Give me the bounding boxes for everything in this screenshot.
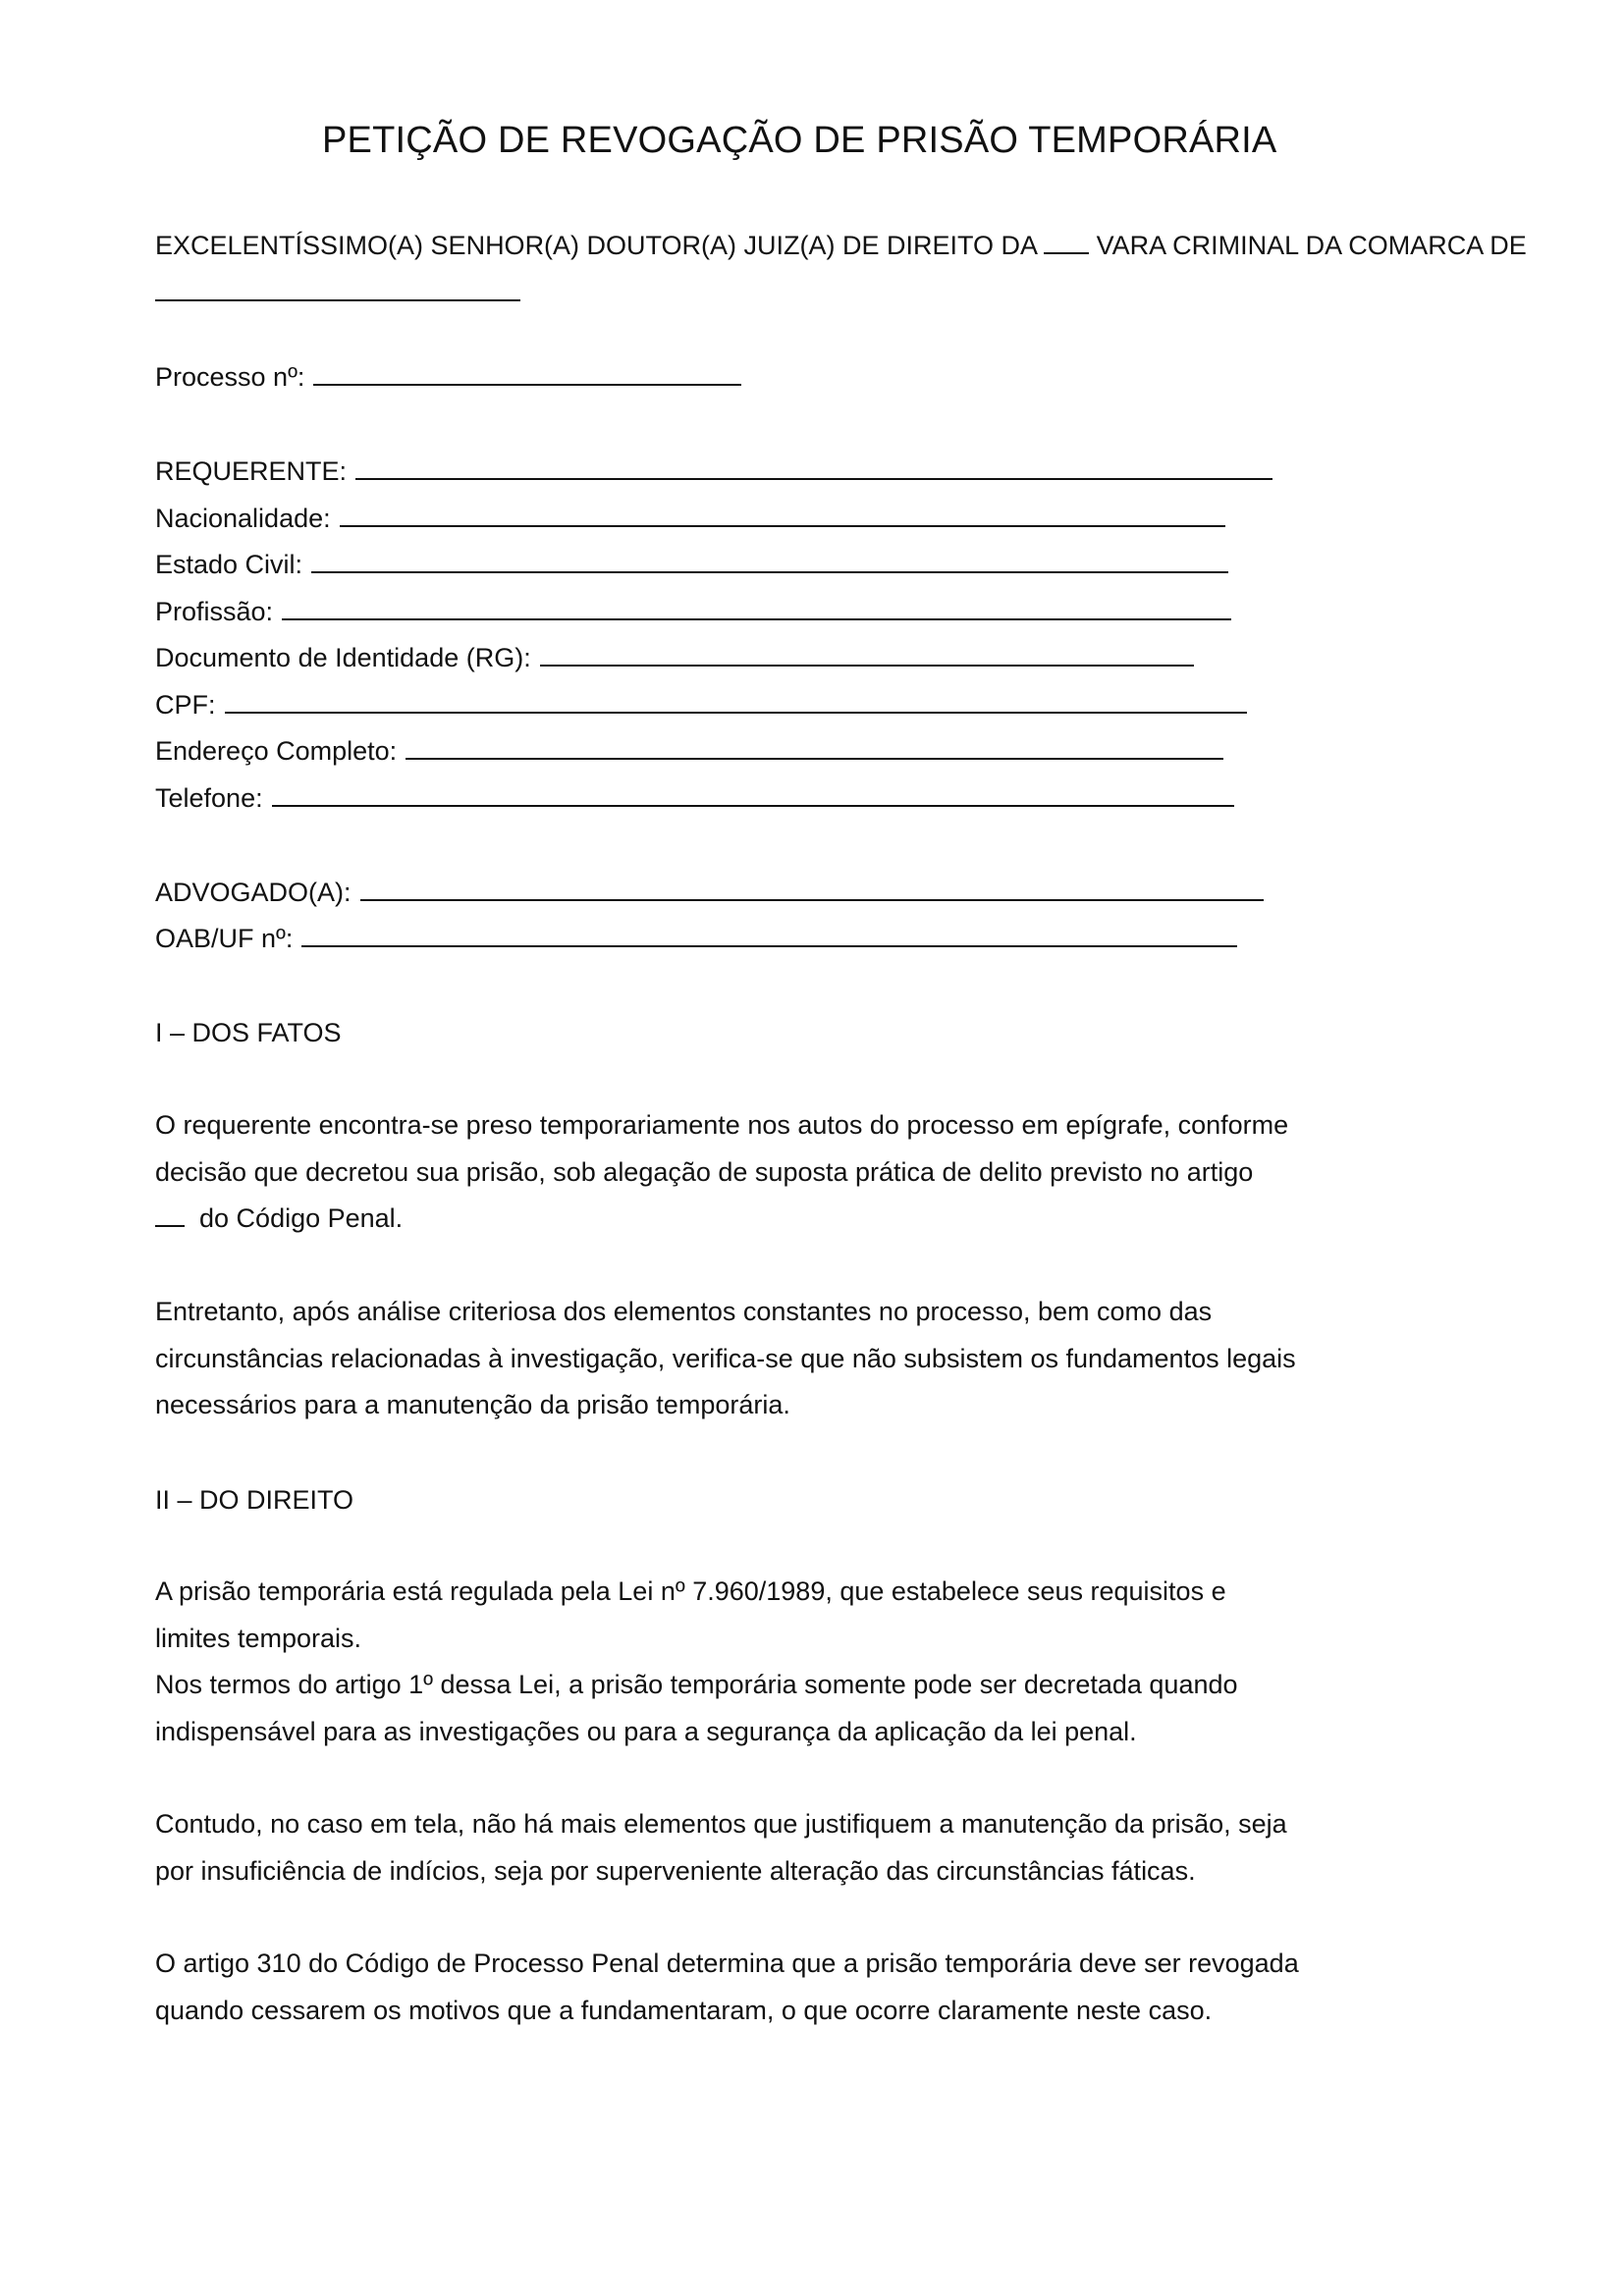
paragraph-line: circunstâncias relacionadas à investigação, verifica-se que não subsistem os fundamentos legais	[155, 1343, 1296, 1373]
endereco-blank[interactable]	[406, 738, 1223, 760]
profissao-blank[interactable]	[282, 599, 1231, 620]
vara-number-blank[interactable]	[1044, 233, 1089, 254]
section-heading-direito: II – DO DIREITO	[155, 1485, 354, 1515]
fatos-paragraph-2	[155, 1289, 1363, 1429]
oab-blank[interactable]	[301, 926, 1237, 947]
paragraph-line: decisão que decretou sua prisão, sob alegação de suposta prática de delito previsto no artigo	[155, 1156, 1254, 1187]
court-address-line-1	[155, 222, 1527, 269]
profissao-line	[155, 594, 1231, 629]
advogado-line	[155, 875, 1264, 910]
rg-label: Documento de Identidade (RG):	[155, 643, 531, 672]
paragraph-line: O requerente encontra-se preso temporariamente nos autos do processo em epígrafe, conforme	[155, 1110, 1289, 1140]
oab-label: OAB/UF nº:	[155, 924, 294, 953]
court-address-prefix: EXCELENTÍSSIMO(A) SENHOR(A) DOUTOR(A) JUIZ(A) DE DIREITO DA	[155, 231, 1037, 260]
paragraph-line	[155, 1196, 1363, 1243]
paragraph-line: O artigo 310 do Código de Processo Penal determina que a prisão temporária deve ser revogada	[155, 1949, 1299, 1978]
paragraph-text: do Código Penal.	[199, 1203, 404, 1233]
comarca-name-blank[interactable]	[155, 280, 520, 301]
court-address-suffix: VARA CRIMINAL DA COMARCA DE	[1096, 231, 1527, 260]
endereco-label: Endereço Completo:	[155, 736, 398, 766]
paragraph-line: Entretanto, após análise criteriosa dos elementos constantes no processo, bem como das	[155, 1297, 1213, 1326]
advogado-label: ADVOGADO(A):	[155, 878, 352, 907]
cpf-line	[155, 687, 1247, 722]
document-title: PETIÇÃO DE REVOGAÇÃO DE PRISÃO TEMPORÁRIA	[322, 120, 1277, 161]
nacionalidade-line	[155, 501, 1225, 536]
telefone-line	[155, 780, 1234, 816]
process-number-label: Processo nº:	[155, 362, 305, 392]
advogado-blank[interactable]	[360, 880, 1264, 901]
nacionalidade-blank[interactable]	[340, 506, 1225, 527]
paragraph-line: necessários para a manutenção da prisão temporária.	[155, 1390, 790, 1419]
direito-paragraph-3	[155, 1941, 1363, 2034]
oab-line	[155, 921, 1237, 956]
estado-civil-blank[interactable]	[311, 552, 1228, 573]
section-heading-fatos: I – DOS FATOS	[155, 1018, 342, 1047]
telefone-blank[interactable]	[272, 785, 1234, 807]
fatos-paragraph-1	[155, 1102, 1363, 1243]
process-number-line	[155, 359, 741, 395]
cpf-blank[interactable]	[225, 692, 1247, 714]
paragraph-line: Nos termos do artigo 1º dessa Lei, a prisão temporária somente pode ser decretada quando	[155, 1670, 1238, 1699]
estado-civil-label: Estado Civil:	[155, 550, 303, 579]
paragraph-line: A prisão temporária está regulada pela Lei nº 7.960/1989, que estabelece seus requisitos e	[155, 1576, 1226, 1606]
telefone-label: Telefone:	[155, 783, 263, 813]
court-address	[155, 222, 1527, 316]
rg-blank[interactable]	[540, 645, 1194, 667]
estado-civil-line	[155, 547, 1228, 582]
direito-paragraph-2	[155, 1801, 1363, 1895]
profissao-label: Profissão:	[155, 597, 274, 626]
requerente-line	[155, 454, 1272, 489]
rg-line	[155, 640, 1194, 675]
direito-paragraph-1	[155, 1569, 1363, 1755]
requerente-label: REQUERENTE:	[155, 456, 348, 486]
process-number-blank[interactable]	[313, 364, 741, 386]
requerente-blank[interactable]	[355, 458, 1272, 480]
paragraph-line: por insuficiência de indícios, seja por superveniente alteração das circunstâncias fáticas.	[155, 1855, 1196, 1886]
court-address-line-2	[155, 269, 1527, 316]
paragraph-line: limites temporais.	[155, 1623, 362, 1653]
artigo-number-blank[interactable]	[155, 1205, 185, 1227]
nacionalidade-label: Nacionalidade:	[155, 504, 331, 533]
endereco-line	[155, 733, 1223, 769]
paragraph-line: indispensável para as investigações ou para a segurança da aplicação da lei penal.	[155, 1716, 1137, 1746]
cpf-label: CPF:	[155, 690, 216, 720]
paragraph-line: Contudo, no caso em tela, não há mais elementos que justifiquem a manutenção da prisão, seja	[155, 1809, 1287, 1839]
paragraph-line: quando cessarem os motivos que a fundamentaram, o que ocorre claramente neste caso.	[155, 1995, 1213, 2025]
